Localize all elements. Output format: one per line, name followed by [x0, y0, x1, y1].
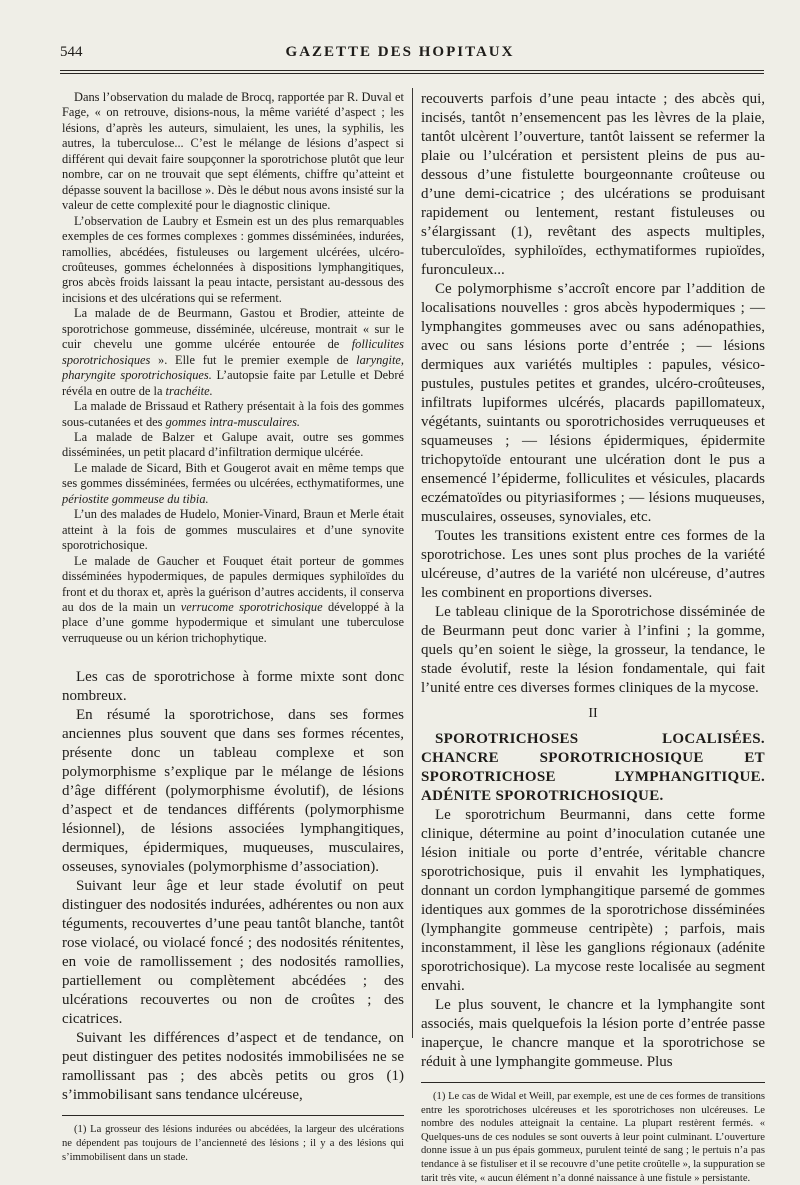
- column-divider: [412, 88, 413, 1038]
- paragraph-brocq: Dans l’observation du malade de Brocq, rapportée par R. Duval et Fage, « on retrouve, disions-nous, la même variété d’aspect ; les lésions, d’après les auteurs, simulaient, les unes, la syphilis, les autres, la tuberculose... C’est le mélange de lésions d’aspect si différent qui devait faire soupçonner la sporotrichose plutôt que leur nombre, car on ne trouvait que sept éléments, chiffre qu’atteint et dépasse souvent la bacillose ». Dès le début nous avons insisté sur la valeur de cette complexité pour le diagnostic clinique.: [62, 90, 404, 213]
- paragraph-differences: Suivant les différences d’aspect et de tendance, on peut distinguer des petites nodosités immobilisées ne se ramollissant pas ; des abcès petits ou gros (1) s’immobilisant sans tendance ulcéreuse,: [62, 1030, 404, 1104]
- footnote-left: [62, 1123, 404, 1164]
- paragraph-continuation: recouverts parfois d’une peau intacte ; des abcès qui, incisés, tantôt n’ensemencent pas les lèvres de la plaie, tantôt ulcèrent l’ouverture, tantôt laissent se refermer la plaie ou l’ulcération et persistent pleins de pus au-dessous d’une fistulette bourgeonnante croûteuse ou d’une demi-cicatrice ; des ulcérations se produisant rapidement ou lentement, restant fistuleuses ou s’élargissant (1), revêtant des aspects multiples, tuberculoïdes, syphiloïdes, ecthymatiformes rupioïdes, furonculeux...: [421, 91, 765, 278]
- paragraph-beurmann: La malade de de Beurmann, Gastou et Brodier, atteinte de sporotrichose gommeuse, disséminée, ulcéreuse, montrait « sur le cuir chevelu une gomme ulcérée entourée de folliculites sporotrichosiques ». Elle fut le premier exemple de laryngite, pharyngite sporotrichosiques. L’autopsie faite par Letulle et Debré révéla en outre de la trachéite.: [62, 306, 404, 398]
- left-column: [62, 90, 404, 1164]
- section-number: II: [588, 706, 598, 721]
- summary-block: [62, 668, 404, 1105]
- footnote-right: [421, 1090, 765, 1185]
- right-text-block: [421, 90, 765, 1072]
- paragraph-hudelo: L’un des malades de Hudelo, Monier-Vinard, Braun et Merle était atteint à la fois de gommes musculaires et d’une synovite sporotrichosique.: [62, 507, 404, 553]
- paragraph-mixed-forms: Les cas de sporotrichose à forme mixte sont donc nombreux.: [62, 669, 404, 705]
- paragraph-gaucher: Le malade de Gaucher et Fouquet était porteur de gommes disséminées hypodermiques, de papules dermiques syphiloïdes du front et du thorax et, après la guérison d’autres accidents, il conserva au dos de la main un verrucome sporotrichosique développé à la place d’une gomme hypodermique et simulant une tuberculose verruqueuse ou un kérion trichophytique.: [62, 553, 404, 645]
- paragraph-clinical-picture: Le tableau clinique de la Sporotrichose disséminée de de Beurmann peut donc varier à l’infini ; la gomme, quels qu’en soient le siège, la grosseur, la tendance, le stade évolutif, reste la lésion fondamentale, qui fait l’unité entre ces diverses formes cliniques de la mycose.: [421, 604, 765, 696]
- observations-block: [62, 90, 404, 646]
- paragraph-laubry: L’observation de Laubry et Esmein est un des plus remarquables exemples de ces formes complexes : gommes disséminées, indurées, ramollies, abcédées, fistuleuses ou largement ulcérées, ulcéro-croûteuses, gommes échelonnées à dispositions lymphangitiques, gros abcès froids laissant la peau intacte, persistant au-dessous des incisions et des ulcérations qui se referment.: [62, 213, 404, 305]
- footnote-right-text: (1) Le cas de Widal et Weill, par exemple, est une de ces formes de transitions entre les sporotrichoses ulcéreuses et les sporotrichoses non ulcéreuses. Le nombre des nodules atteignait la centaine. La plupart restèrent fermés. « Quelques-uns de ces nodules se sont ouverts à leur point culminant. L’ouverture donne issue à un pus épais gommeux, purulent teinté de sang ; le pertuis n’a pas tendance à se fistuliser et il se recouvre d’une petite croûtelle », la suppuration se tarit très vite, « aucun élément n’a donné naissance à une fistule » persistante.: [421, 1091, 765, 1184]
- header-rule-top: [60, 70, 764, 71]
- journal-title: GAZETTE DES HOPITAUX: [285, 44, 515, 60]
- footnote-rule-left: [62, 1115, 404, 1116]
- paragraph-chancre: Le plus souvent, le chancre et la lymphangite sont associés, mais quelquefois la lésion porte d’entrée passe inaperçue, le chancre manque et la sporotrichose se réduit à une lymphangite gommeuse. Plus: [421, 997, 765, 1070]
- header-rule-bottom: [60, 73, 764, 74]
- paragraph-sporotrichum: Le sporotrichum Beurmanni, dans cette forme clinique, détermine au point d’inoculation cutanée une lésion initiale ou porte d’entrée, véritable chancre sporotrichosique, puis il envahit les lymphatiques, donnant un cordon lymphangitique parsemé de gommes identiques aux gommes de la sporotrichose disséminées (lymphangite gommeuse centripète) ; parfois, mais inconstamment, il lèse les ganglions régionaux (adénite sporotrichosique). La mycose reste localisée au segment envahi.: [421, 807, 765, 994]
- section-heading: SPOROTRICHOSES LOCALISÉES. CHANCRE SPOROTRICHOSIQUE ET SPOROTRICHOSE LYMPHANGITIQUE. ADÉNITE SPOROTRICHOSIQUE.: [421, 731, 765, 804]
- footnote-rule-right: [421, 1082, 765, 1083]
- footnote-left-text: (1) La grosseur des lésions indurées ou abcédées, la largeur des ulcérations ne dépendent pas toujours de l’ancienneté des lésions ; il y a des lésions qui s’immobilisent dans un stade.: [62, 1124, 404, 1163]
- paragraph-polymorphism: Ce polymorphisme s’accroît encore par l’addition de localisations nouvelles : gros abcès hypodermiques ; — lymphangites gommeuses avec ou sans adénopathies, avec ou sans lésions porte d’entrée ; — lésions dermiques aux variétés multiples : papules, vésico-pustules, pustules petites et grandes, ulcéro-croûteuses, infiltrats lupiformes ulcérés, placards papillomateux, végétants, suintants ou sporotrichosides verruqueuses et squameuses ; — lésions épidermiques, épidermite trichopytoïde entourant une ulcération dont le pus a ensemencé l’épiderme, folliculites et vésicules, placards eczématoïdes ou pityriasiformes ; — lésions muqueuses, musculaires, osseuses, synoviales, etc.: [421, 281, 765, 525]
- paragraph-age-stage: Suivant leur âge et leur stade évolutif on peut distinguer des nodosités indurées, adhérentes ou non aux téguments, recouvertes d’une peau tantôt blanche, tantôt rose violacé, ou violacé foncé ; des nodosités rénitentes, en voie de ramollissement ; des nodosités ramollies, partiellement ou complètement abcédées ; des ulcérations recouvertes ou non de croûtes ; des cicatrices.: [62, 878, 404, 1028]
- page-number: 544: [60, 44, 83, 60]
- paragraph-sicard: Le malade de Sicard, Bith et Gougerot avait en même temps que ses gommes disséminées, fermées ou ulcérées, ecthymatiformes, une périostite gommeuse du tibia.: [62, 460, 404, 506]
- paragraph-balzer: La malade de Balzer et Galupe avait, outre ses gommes disséminées, un petit placard d’infiltration dermique ulcérée.: [62, 429, 404, 460]
- right-column: [421, 90, 765, 1185]
- paragraph-brissaud: La malade de Brissaud et Rathery présentait à la fois des gommes sous-cutanées et des gommes intra-musculaires.: [62, 399, 404, 429]
- paragraph-summary: En résumé la sporotrichose, dans ses formes anciennes plus souvent que dans ses formes récentes, présente donc un tableau complexe et son polymorphisme s’explique par le mélange de lésions d’âge différent (polymorphisme évolutif), de lésions d’aspect et de tendances différents (polymorphisme lésionnel), de lésions associées lymphangitiques, dermiques, épidermiques, muqueuses, musculaires, osseuses, synoviales (polymorphisme d’association).: [62, 707, 404, 876]
- paragraph-transitions: Toutes les transitions existent entre ces formes de la sporotrichose. Les unes sont plus proches de la variété ulcéreuse, d’autres de la variété non ulcéreuse, d’autres les combinent en proportions diverses.: [421, 528, 765, 601]
